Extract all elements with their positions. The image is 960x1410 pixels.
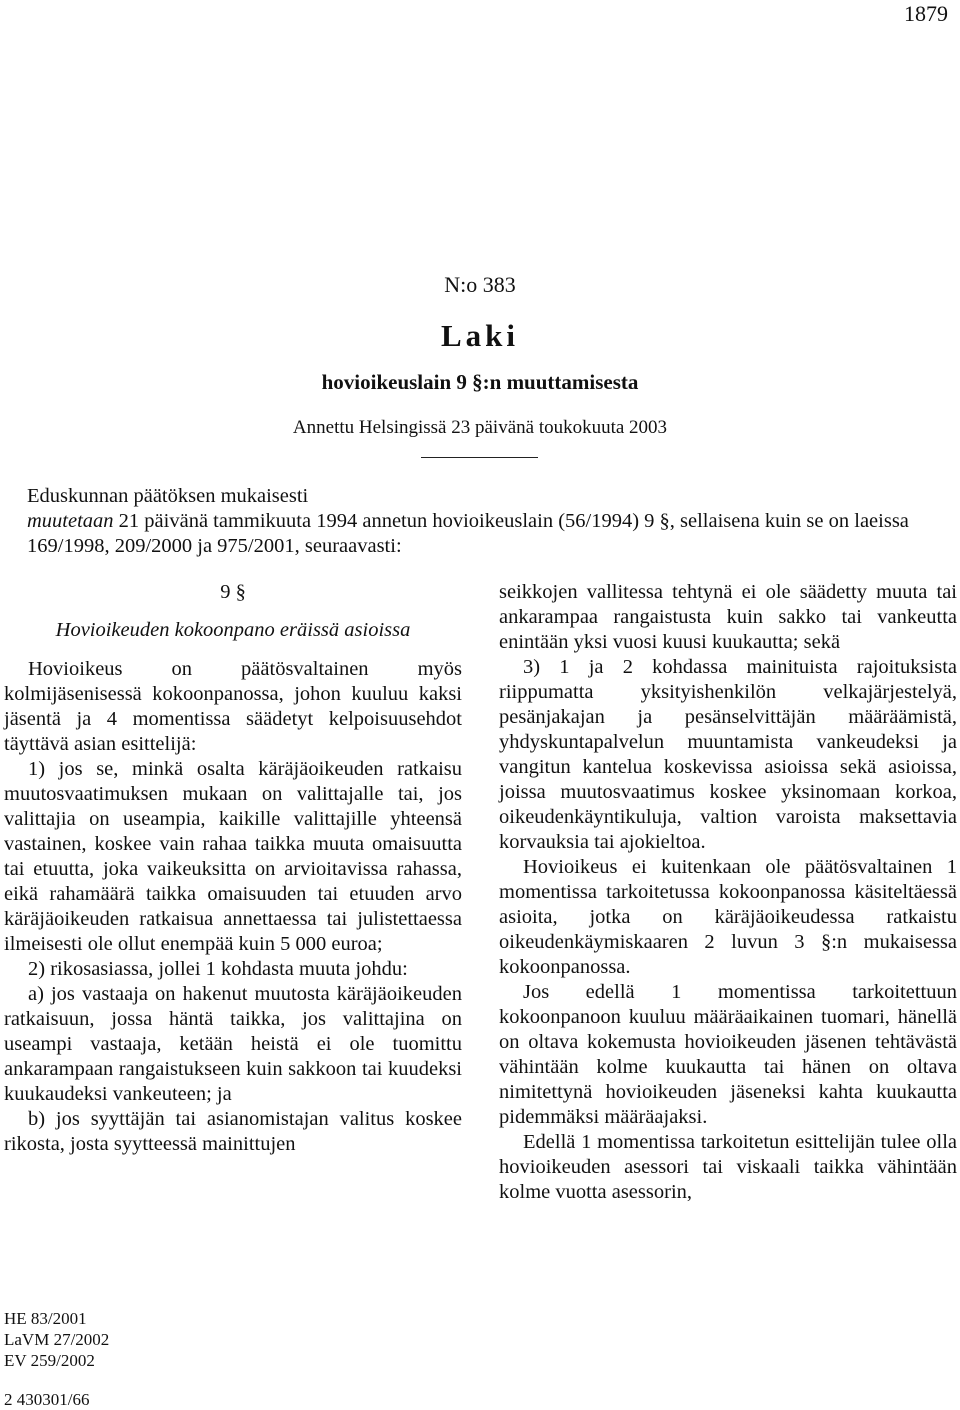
act-title: Laki: [440, 318, 520, 353]
reference: LaVM 27/2002: [4, 1330, 110, 1349]
page-number: 1879: [904, 1, 948, 26]
reference: EV 259/2002: [4, 1351, 95, 1370]
paragraph: 2) rikosasiassa, jollei 1 kohdasta muuta johdu:: [28, 958, 408, 980]
divider-rule: [421, 457, 538, 458]
paragraph-continued: seikkojen vallitessa tehtynä ei ole säädetty muuta tai ankarampaa rangaistusta kuin sakko tai vankeutta enintään yksi vuosi kuusi kuukautta; sekä: [499, 581, 957, 653]
intro-line: Eduskunnan päätöksen mukaisesti: [27, 485, 309, 507]
act-subtitle: hovioikeuslain 9 §:n muuttamisesta: [321, 370, 639, 394]
reference: HE 83/2001: [4, 1309, 87, 1328]
intro-body: [27, 509, 957, 559]
legislative-references: [4, 1308, 109, 1371]
act-number: N:o 383: [444, 272, 516, 297]
paragraph: 3) 1 ja 2 kohdassa mainituista rajoituksista riippumatta yksityishenkilön velkajärjestelyä, pesänjakajan ja pesänselvittäjän määräämistä, yhdyskuntapalvelun muuntamista vankeudeksi ja vangitun kantelua koskevissa asioissa sekä asioissa, joissa muutosvaatimus koskee yksinomaan korkoa, oikeudenkäyntikuluja, valtion varoista maksettavia korvauksia tai ajokieltoa.: [499, 656, 957, 853]
section-title: Hovioikeuden kokoonpano eräissä asioissa: [55, 619, 411, 641]
paragraph: Hovioikeus on päätösvaltainen myös kolmijäsenisessä kokoonpanossa, johon kuuluu kaksi jäsentä ja 4 momentissa säädetyt kelpoisuusehdot täyttävä asian esittelijä:: [4, 658, 462, 755]
paragraph: b) jos syyttäjän tai asianomistajan valitus koskee rikosta, josta syytteessä mainittujen: [4, 1108, 462, 1155]
paragraph: Hovioikeus ei kuitenkaan ole päätösvaltainen 1 momentissa tarkoitetussa kokoonpanossa käsiteltäessä asioita, jotka on käräjäoikeudessa ratkaistu oikeudenkäymiskaaren 2 luvun 3 §:n mukaisessa kokoonpanossa.: [499, 856, 957, 978]
print-code: 2 430301/66: [4, 1390, 90, 1409]
paragraph: Edellä 1 momentissa tarkoitetun esittelijän tulee olla hovioikeuden asessori tai viskaali taikka vähintään kolme vuotta asessorin,: [499, 1131, 957, 1203]
paragraph: 1) jos se, minkä osalta käräjäoikeuden ratkaisu muutosvaatimuksen mukaan on valittajalle tai, jos valittajia on useampia, kaikille valittajille yhteensä vastainen, koskee vain rahaa taikka muuta omaisuutta tai etuutta, joka vaikeuksitta on arvioitavissa rahassa, eikä rahamäärä taikka omaisuuden tai etuuden arvo käräjäoikeuden ratkaisua annettaessa tai julistettaessa ilmeisesti ole ollut enempää kuin 5 000 euroa;: [4, 758, 462, 955]
section-number: 9 §: [220, 581, 246, 603]
left-column: [4, 580, 462, 1157]
intro-rest: 21 päivänä tammikuuta 1994 annetun hovioikeuslain (56/1994) 9 §, sellaisena kuin se on laeissa 169/1998, 209/2000 ja 975/2001, seuraavasti:: [27, 510, 909, 557]
given-date: Annettu Helsingissä 23 päivänä toukokuuta 2003: [292, 417, 668, 438]
right-column: [499, 580, 957, 1205]
paragraph: a) jos vastaaja on hakenut muutosta käräjäoikeuden ratkaisuun, jossa häntä taikka, jos valittajina on useampi vastaaja, ketään heistä ei ole tuomittu ankarampaan rangaistukseen kuin sakkoon tai kuudeksi kuukaudeksi vankeuteen; ja: [4, 983, 462, 1105]
enactment-intro: [27, 484, 957, 559]
paragraph: Jos edellä 1 momentissa tarkoitettuun kokoonpanoon kuuluu määräaikainen tuomari, hänellä on oltava kokemusta hovioikeuden jäsenen tehtävästä vähintään kolme kuukautta tai hänen on oltava nimitettynä hovioikeuden jäseneksi kahta kuukautta pidemmäksi määräajaksi.: [499, 981, 957, 1128]
intro-verb: muutetaan: [27, 510, 114, 532]
